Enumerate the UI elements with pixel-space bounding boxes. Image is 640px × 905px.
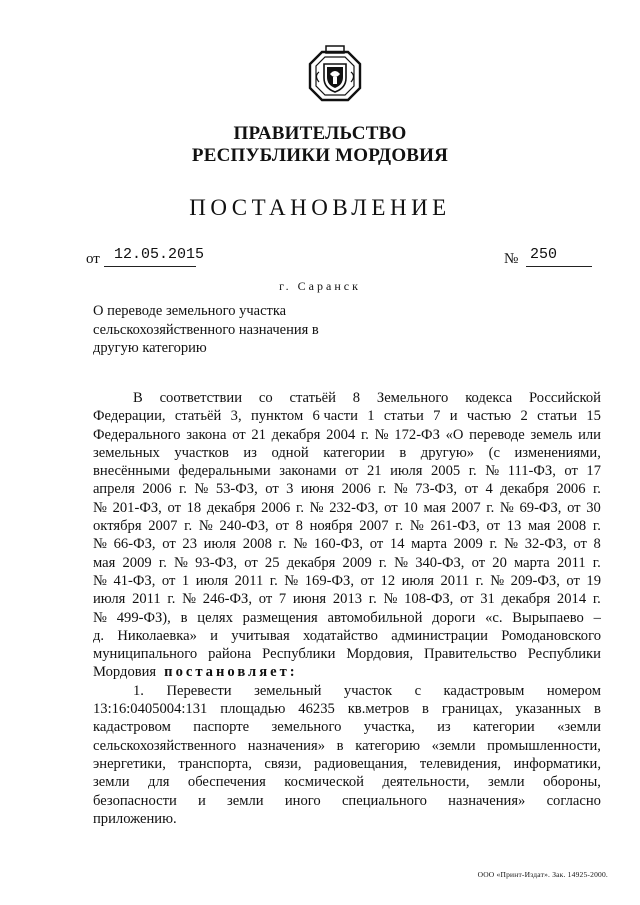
word: в [336, 737, 344, 754]
word: 2011 [234, 572, 264, 589]
word: статьи [537, 408, 578, 425]
word: закона [186, 426, 227, 443]
word: в [422, 701, 429, 718]
word: декабря [206, 499, 256, 516]
word: 8 [352, 390, 361, 406]
word: (с [488, 444, 500, 461]
word: 41-ФЗ, [113, 572, 156, 589]
word: Правительство [424, 646, 517, 663]
word: 18 [186, 499, 202, 516]
word: 340-ФЗ, [415, 554, 465, 571]
subject-line: О переводе земельного участка [93, 303, 287, 319]
word: энергетики, [93, 755, 166, 772]
text-line [93, 718, 601, 736]
text-line [93, 499, 601, 517]
word: 209-ФЗ, [510, 572, 560, 589]
word: 2013 [332, 591, 363, 608]
word: № [93, 499, 107, 516]
word: 1 [367, 408, 375, 425]
word: от [486, 518, 500, 535]
word: Перевести [166, 682, 232, 699]
word: июля [93, 591, 126, 608]
text-line [93, 810, 601, 828]
word: от [265, 481, 279, 498]
word: от [162, 536, 176, 553]
decree-word: постановляет: [164, 664, 298, 681]
word: в [180, 609, 188, 626]
word: транспорта, [178, 755, 252, 772]
word: телевидения, [419, 755, 502, 772]
word: 108-ФЗ, [404, 591, 454, 608]
word: 31 [480, 591, 495, 608]
word: № [409, 518, 424, 535]
word: Мордовия, [346, 646, 414, 663]
date-underline [104, 266, 196, 267]
word: № [93, 536, 107, 553]
word: 7 [433, 408, 441, 425]
word: 93-ФЗ, [195, 554, 238, 571]
word: для [148, 774, 170, 791]
word: номером [546, 682, 601, 699]
word: 2011 [440, 572, 470, 589]
word: 3, [230, 408, 242, 425]
org-name-line1: ПРАВИТЕЛЬСТВО [233, 123, 407, 144]
word: или [578, 426, 601, 443]
number-value: 250 [530, 246, 558, 263]
word: 23 [182, 536, 197, 553]
document-body [93, 389, 601, 828]
text-line [93, 407, 601, 425]
word: в [399, 444, 407, 461]
word: категории [473, 719, 535, 736]
number-label: № [504, 251, 519, 267]
word: 69-ФЗ, [519, 499, 562, 516]
word: 4 [485, 481, 493, 498]
word: 2011 [556, 554, 586, 571]
word: изменениями, [514, 444, 601, 461]
text-line [93, 682, 601, 700]
word: № [394, 554, 409, 571]
word: 2014 [556, 591, 587, 608]
word: от [344, 463, 359, 480]
word: иного [284, 792, 321, 809]
word: кодекса [465, 390, 513, 406]
word: связи, [264, 755, 302, 772]
text-line [93, 737, 601, 755]
word: 111-ФЗ, [507, 463, 556, 480]
word: Ромодановского [501, 627, 601, 644]
word: г. [592, 518, 601, 535]
word: 2006 [142, 481, 172, 498]
text-line [93, 627, 601, 645]
word: от [460, 591, 474, 608]
word: соответствии [159, 390, 243, 406]
subject-line: сельскохозяйственного назначения в [93, 321, 319, 338]
word: от [464, 481, 478, 498]
word: от [369, 536, 384, 553]
document-type: ПОСТАНОВЛЕНИЕ [189, 195, 451, 220]
word: В [133, 390, 143, 406]
word: июня [300, 481, 335, 498]
word: декабря [501, 591, 551, 608]
word: кв.метров [347, 701, 410, 718]
word: № [194, 481, 209, 498]
word: г. [167, 591, 176, 608]
word: от [471, 554, 486, 571]
text-line [93, 755, 601, 773]
word: и [449, 408, 458, 425]
word: категорию [355, 737, 420, 754]
word: 13:16:0405004:131 [93, 701, 208, 718]
word: со [258, 390, 273, 406]
word: категории [323, 444, 385, 461]
text-line [93, 480, 601, 498]
word: октября [93, 518, 142, 535]
word: участка, [363, 719, 415, 736]
word: 10 [403, 499, 418, 516]
word: площадью [220, 701, 286, 718]
word: участок [343, 682, 393, 699]
word: обеспечения [187, 774, 266, 791]
word: 2 [520, 408, 528, 425]
word: администрации [391, 627, 488, 644]
word: г. [368, 591, 377, 608]
word: мая [423, 499, 446, 516]
word: из [243, 444, 257, 461]
word: г. [475, 572, 484, 589]
word: обороны, [543, 774, 601, 791]
word: от [567, 499, 581, 516]
word: от [232, 426, 246, 443]
word: г. [489, 536, 498, 553]
word: 2007 [359, 518, 389, 535]
word: № [93, 572, 107, 589]
text-line [93, 554, 601, 572]
word: 2004 [326, 426, 356, 443]
word: 21 [251, 426, 266, 443]
word: г. [360, 426, 369, 443]
word: безопасности [93, 792, 177, 809]
word: в [594, 701, 601, 718]
text-line [93, 590, 601, 608]
word: информатики, [513, 755, 601, 772]
decree-prefix: Мордовия [93, 664, 157, 681]
word: 246-ФЗ, [202, 591, 253, 608]
word: 2008 [557, 518, 587, 535]
date-label: от [86, 251, 100, 267]
word: Земельного [376, 390, 449, 406]
word: целях [197, 609, 233, 626]
word: 2007 [451, 499, 481, 516]
word: 46235 [298, 701, 335, 718]
word: 73-ФЗ, [415, 481, 458, 498]
word: № [182, 591, 197, 608]
word: № [485, 463, 500, 480]
word: г. [184, 518, 193, 535]
word: 53-ФЗ, [215, 481, 258, 498]
word: указанных [515, 701, 582, 718]
word: назначения» [247, 737, 325, 754]
word: дороги [432, 609, 476, 626]
word: 2006 [341, 481, 371, 498]
word: № [93, 609, 107, 626]
word: 160-ФЗ, [313, 536, 364, 553]
word: земель [530, 426, 573, 443]
text-line [93, 773, 601, 791]
word: марта [514, 554, 550, 571]
word: 25 [264, 554, 280, 571]
word: мая [93, 554, 116, 571]
word: 6 части [312, 408, 358, 425]
word: 12 [380, 572, 396, 589]
word: размещения [242, 609, 318, 626]
word: г. [592, 591, 601, 608]
word: 2006 [261, 499, 291, 516]
word: от [564, 463, 578, 480]
word: № [499, 499, 514, 516]
word: г. [269, 572, 278, 589]
word: 2009 [122, 554, 152, 571]
word: Российской [529, 390, 601, 406]
word: 8 [295, 518, 303, 535]
word: радиовещания, [314, 755, 408, 772]
org-name-line2: РЕСПУБЛИКИ МОРДОВИЯ [191, 145, 449, 166]
word: и [198, 792, 206, 809]
number-underline [526, 266, 592, 267]
text-line [93, 517, 601, 535]
word: 2009 [342, 554, 372, 571]
word: – [593, 609, 601, 626]
text-line [93, 645, 601, 663]
subject-line: другую категорию [93, 340, 207, 356]
word: с [414, 682, 422, 699]
city: г. Саранск [279, 279, 361, 293]
word: г. [278, 536, 287, 553]
word: 1 [181, 572, 190, 589]
word: декабря [500, 481, 549, 498]
word: 20 [492, 554, 507, 571]
word: г. [378, 481, 387, 498]
word: пунктом [250, 408, 304, 425]
word: 499-ФЗ), [116, 609, 171, 626]
word: 232-ФЗ, [329, 499, 379, 516]
word: Федерации, [93, 408, 166, 425]
word: от [167, 499, 181, 516]
word: июля [401, 572, 434, 589]
word: 2008 [242, 536, 272, 553]
word: «О [445, 426, 464, 443]
word: сельскохозяйственного [93, 737, 237, 754]
text-line [93, 426, 601, 444]
word: 66-ФЗ, [113, 536, 156, 553]
word: от [258, 591, 273, 608]
word: № [309, 499, 324, 516]
word: законами [279, 463, 337, 480]
subject [93, 302, 373, 358]
word: приложению. [93, 810, 177, 827]
word: ходатайство [303, 627, 378, 644]
word: Вырыпаево [512, 609, 584, 626]
word: № [504, 536, 519, 553]
word: 19 [586, 572, 601, 589]
word: № [383, 591, 398, 608]
word: земельных [93, 444, 160, 461]
word: автомобильной [327, 609, 423, 626]
emblem-icon [306, 44, 364, 104]
word: специального [341, 792, 427, 809]
text-line [93, 535, 601, 553]
word: 7 [278, 591, 287, 608]
word: 201-ФЗ, [112, 499, 162, 516]
word: г. [295, 499, 304, 516]
word: 2007 [148, 518, 178, 535]
word: 2011 [132, 591, 161, 608]
word: г. [468, 463, 477, 480]
word: промышленности, [487, 737, 601, 754]
word: «земли [557, 719, 601, 736]
decree-line [93, 663, 601, 681]
word: статьёй [289, 390, 336, 406]
word: учитывая [231, 627, 290, 644]
word: Республики [262, 646, 336, 663]
word: декабря [271, 426, 321, 443]
word: района [208, 646, 252, 663]
text-line [93, 792, 601, 810]
word: от [384, 499, 398, 516]
word: от [360, 572, 374, 589]
word: 261-ФЗ, [430, 518, 480, 535]
word: земельного [271, 719, 342, 736]
word: земли [227, 792, 264, 809]
word: частью [466, 408, 512, 425]
word: 15 [586, 408, 601, 425]
word: федеральными [178, 463, 271, 480]
word: № [374, 426, 389, 443]
word: июня [292, 591, 327, 608]
word: «с. [485, 609, 503, 626]
word: ноября [309, 518, 353, 535]
word: г. [592, 481, 601, 498]
word: 240-ФЗ, [219, 518, 269, 535]
word: мая [527, 518, 551, 535]
word: № [284, 572, 299, 589]
text-line [93, 462, 601, 480]
word: № [198, 518, 213, 535]
word: и [210, 627, 218, 644]
word: июля [203, 536, 237, 553]
word: другую» [420, 444, 475, 461]
word: от [161, 572, 176, 589]
word: переводе [469, 426, 525, 443]
word: 169-ФЗ, [304, 572, 354, 589]
text-line [93, 700, 601, 718]
text-line [93, 444, 601, 462]
word: 1. [133, 682, 144, 699]
word: земельный [254, 682, 322, 699]
word: Республики [527, 646, 601, 663]
word: деятельности, [382, 774, 470, 791]
word: земли [93, 774, 130, 791]
word: от [275, 518, 289, 535]
word: 30 [586, 499, 601, 516]
word: согласно [546, 792, 601, 809]
text-line [93, 572, 601, 590]
word: г. [592, 554, 601, 571]
word: № [490, 572, 505, 589]
word: 14 [389, 536, 405, 553]
word: № [293, 536, 308, 553]
word: 2005 [430, 463, 461, 480]
word: статьёй [174, 408, 222, 425]
text-line [93, 389, 601, 407]
word: от [573, 536, 587, 553]
word: участков [174, 444, 229, 461]
word: 17 [586, 463, 601, 480]
word: № [174, 554, 188, 571]
word: границах, [441, 701, 503, 718]
word: д. [93, 627, 105, 644]
word: июля [195, 572, 229, 589]
word: г. [395, 518, 404, 535]
word: г. [158, 554, 167, 571]
printer-imprint: ООО «Принт-Издат». Зак. 14925-2000. [477, 870, 608, 879]
word: апреля [93, 481, 135, 498]
word: 32-ФЗ, [524, 536, 567, 553]
word: 8 [593, 536, 601, 553]
word: кадастровом [93, 719, 171, 736]
word: назначения» [448, 792, 526, 809]
word: «земли [431, 737, 476, 754]
word: 2009 [453, 536, 483, 553]
word: от [566, 572, 580, 589]
word: г. [486, 499, 495, 516]
word: марта [411, 536, 447, 553]
date-value: 12.05.2015 [114, 246, 205, 263]
word: 2006 [556, 481, 586, 498]
word: Николаевка» [117, 627, 197, 644]
word: 3 [286, 481, 294, 498]
word: июля [390, 463, 423, 480]
word: паспорте [193, 719, 250, 736]
word: г. [178, 481, 187, 498]
word: № [393, 481, 408, 498]
word: Федерального [93, 426, 181, 443]
word: муниципального [93, 646, 198, 663]
word: г. [378, 554, 387, 571]
word: внесёнными [93, 463, 170, 480]
word: 172-ФЗ [394, 426, 440, 443]
word: 21 [366, 463, 382, 480]
text-line [93, 609, 601, 627]
word: от [244, 554, 258, 571]
word: 13 [506, 518, 522, 535]
word: статьи [383, 408, 424, 425]
word: кадастровым [443, 682, 525, 699]
word: из [437, 719, 451, 736]
word: земли [488, 774, 525, 791]
word: космической [284, 774, 364, 791]
word: декабря [286, 554, 336, 571]
word: одной [271, 444, 309, 461]
